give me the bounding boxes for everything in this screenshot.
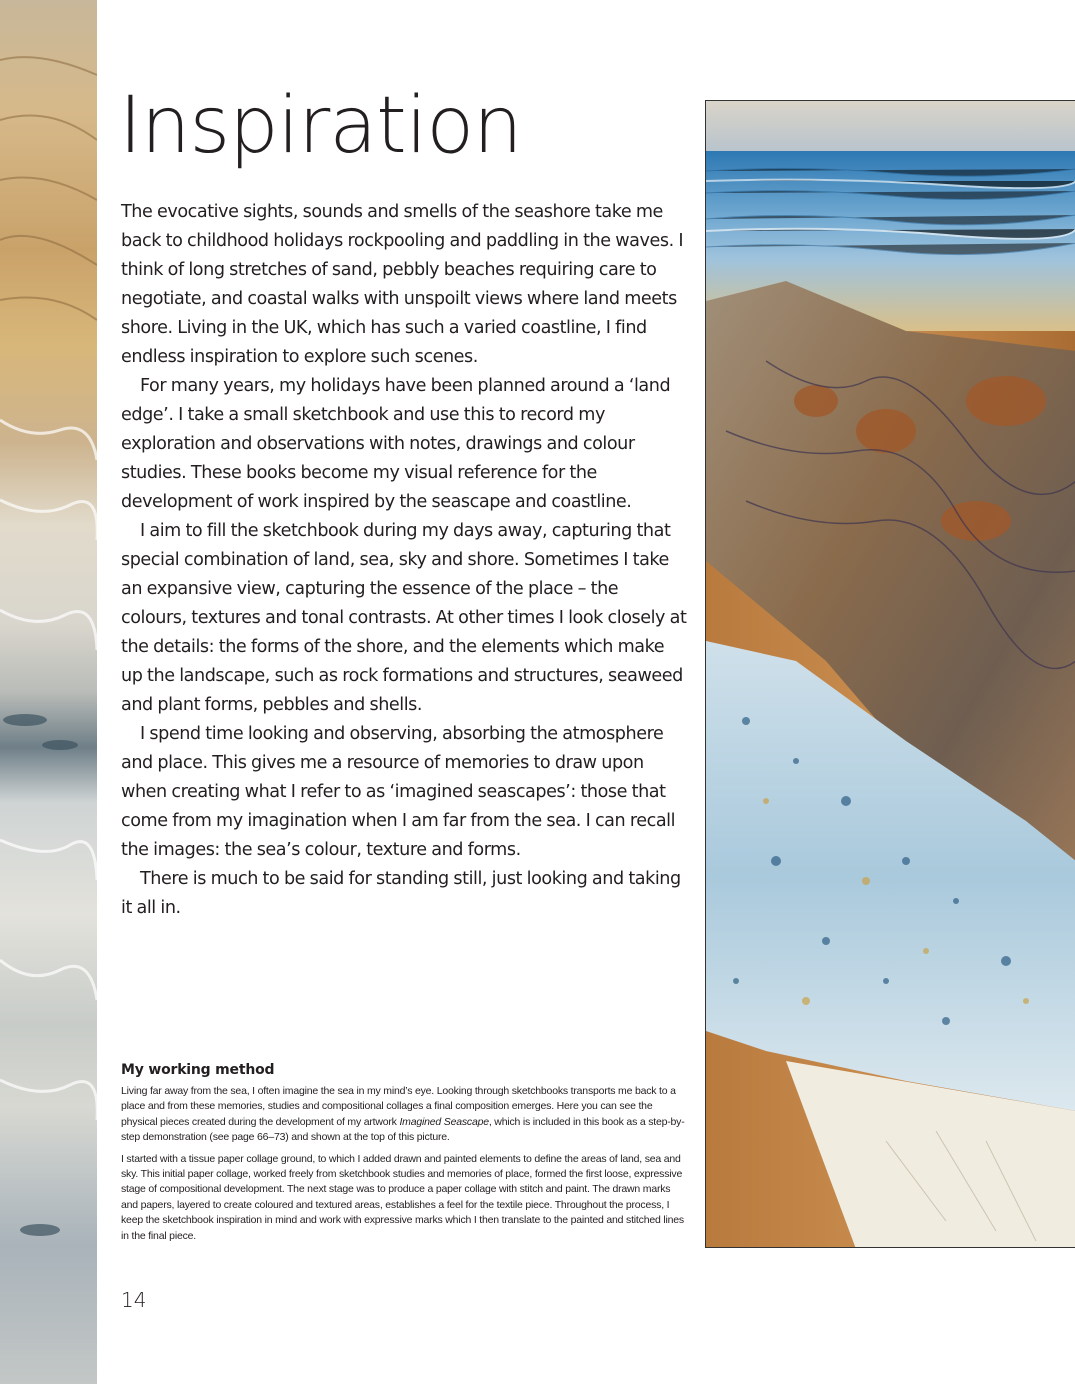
textile-texture-image [0, 0, 97, 1384]
sidebar-text [121, 1084, 687, 1244]
sidebar-paragraph: I started with a tissue paper collage ground, to which I added drawn and painted elements to define the areas of land, sea and sky. This initial paper collage, worked freely from sketchbook studies and memories of place, formed the first loose, expressive stage of compositional development. The next stage was to produce a paper collage with stitch and paint. The drawn marks and papers, layered to create coloured and textured areas, establishes a feel for the textile piece. Throughout the process, I keep the sketchbook inspiration in mind and work with expressive marks which I then translate to the painted and stitched lines in the final piece. [121, 1152, 684, 1242]
main-body-text [121, 198, 687, 923]
artwork-photo [705, 100, 1075, 1248]
sidebar-text-run: , which is included in this book as a step-by-step demonstration (see page 66–73) and shown at the top of this picture. [121, 1115, 685, 1144]
sidebar-text-run: Living far away from the sea, I often imagine the sea in my mind’s eye. Looking through sketchbooks transports me back to a place and from these memories, studies and compositional collages a final composition emerges. Here you can see the physical pieces created during the development of my artwork [121, 1085, 676, 1128]
sidebar-heading: My working method [121, 1062, 275, 1078]
body-paragraph: For many years, my holidays have been planned around a ‘land edge’. I take a small sketchbook and use this to record my exploration and observations with notes, drawings and colour studies. These books become my visual reference for the development of work inspired by the seascape and coastline. [121, 376, 671, 512]
body-paragraph: The evocative sights, sounds and smells of the seashore take me back to childhood holidays rockpooling and paddling in the waves. I think of long stretches of sand, pebbly beaches requiring care to negotiate, and coastal walks with unspoilt views where land meets shore. Living in the UK, which has such a varied coastline, I find endless inspiration to explore such scenes. [121, 202, 684, 367]
artwork-title: Imagined Seascape [399, 1115, 489, 1128]
working-method-sidebar [121, 1062, 687, 1250]
body-paragraph: I spend time looking and observing, absorbing the atmosphere and place. This gives me a resource of memories to draw upon when creating what I refer to as ‘imagined seascapes’: those that come from my imagination when I am far from the sea. I can recall the images: the sea’s colour, texture and forms. [121, 724, 676, 860]
seascape-collage-image [706, 101, 1075, 1248]
page-number: 14 [121, 1288, 147, 1312]
body-paragraph: I aim to fill the sketchbook during my days away, capturing that special combination of land, sea, sky and shore. Sometimes I take an expansive view, capturing the essence of the place – the colours, textures and tonal contrasts. At other times I look closely at the details: the forms of the shore, and the elements which make up the landscape, such as rock formations and structures, seaweed and plant forms, pebbles and shells. [121, 521, 687, 715]
page-title: Inspiration [119, 81, 522, 171]
sidebar-paragraph [121, 1084, 687, 1146]
body-paragraph: There is much to be said for standing still, just looking and taking it all in. [121, 869, 681, 918]
left-textile-strip [0, 0, 97, 1384]
